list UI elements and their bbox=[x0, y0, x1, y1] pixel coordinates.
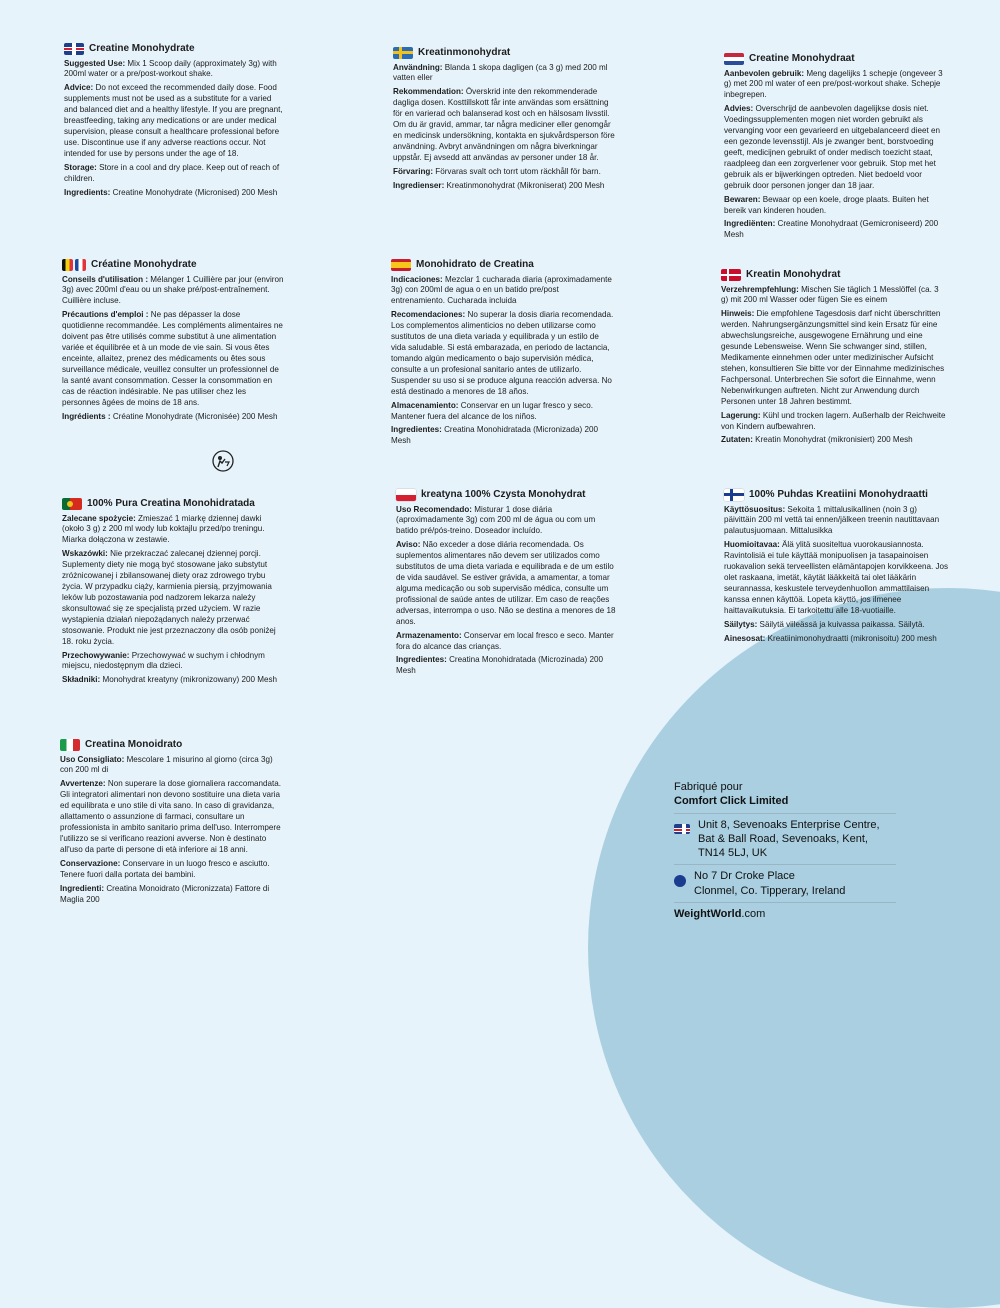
section-french bbox=[62, 258, 284, 425]
company-name: Comfort Click Limited bbox=[674, 795, 789, 808]
it-row-3: Ingredienti: Creatina Monoidrato (Micronizzata) Fattore di Maglia 200 bbox=[60, 883, 270, 904]
uk-flag-icon bbox=[64, 43, 84, 55]
en-row-3: Ingredients: Creatine Monohydrate (Micronised) 200 Mesh bbox=[64, 187, 278, 197]
section-french-title: Créatine Monohydrate bbox=[62, 258, 284, 272]
belgium-flag-icon bbox=[62, 259, 73, 271]
section-polish bbox=[62, 497, 284, 689]
section-swedish-title: Kreatinmonohydrat bbox=[393, 46, 615, 60]
pt-row-3: Ingredientes: Creatina Monohidratada (Microzinada) 200 Mesh bbox=[396, 655, 603, 676]
section-english bbox=[64, 42, 286, 202]
pt-row-2: Armazenamento: Conservar em local fresco e seco. Manter fora do alcance das crianças. bbox=[396, 630, 614, 651]
eu-address-line: Clonmel, Co. Tipperary, Ireland bbox=[694, 884, 846, 897]
es-row-2: Almacenamiento: Conservar en un lugar fresco y seco. Mantener fuera del alcance de los niños. bbox=[391, 400, 593, 421]
fr-row-2: Ingrédients : Créatine Monohydrate (Micronisée) 200 Mesh bbox=[62, 411, 278, 421]
de-row-2: Lagerung: Kühl und trocken lagern. Außerhalb der Reichweite von Kindern aufbewahren. bbox=[721, 410, 946, 431]
fi-row-3: Ainesosat: Kreatiinimonohydraatti (mikronisoitu) 200 mesh bbox=[724, 633, 937, 643]
fr-row-1: Précautions d'emploi : Ne pas dépasser la dose quotidienne recommandée. Les compléments alimentaires ne doivent pas être utilisés comme substitut à une alimentation variée et équilibrée et à un mode de vie sain. Si vous êtes enceinte, allaitez, prenez des médicaments ou êtes sous surveillance médicale, veuillez consulter un professionnel de la santé avant consommation. Cesser la consommation en cas de réaction indésirable. Ne pas utiliser chez les personnes âgées de moins de 18 ans. bbox=[62, 310, 283, 407]
pt-row-1: Aviso: Não exceder a dose diária recomendada. Os suplementos alimentares não devem ser utilizados como substitutos de uma dieta variada e equilibrada e de um estilo de vida saudável. Se estiver grávida, a amamentar, a tomar alguma medicação ou sob supervisão médica, consulte um profissional de saúde antes de utilizar. Em caso de reações adversas, interrompa o uso. Não se destina a menores de 18 anos. bbox=[396, 540, 616, 626]
es-row-3: Ingredientes: Creatina Monohidratada (Micronizada) 200 Mesh bbox=[391, 425, 598, 446]
pl-row-1: Wskazówki: Nie przekraczać zalecanej dziennej porcji. Suplementy diety nie mogą być stosowane jako substytut zróżnicowanej i zbilansowanej diety oraz zdrowego trybu życia. W przypadku ciąży, karmienia piersią, przyjmowania leków lub pozostawania pod nadzorem lekarza należy skonsultować się ze specjalistą przed użyciem. W razie wystąpienia działań niepożądanych należy przerwać stosowanie. Produkt nie jest przeznaczony dla osób poniżej 18. roku życia. bbox=[62, 549, 276, 646]
divider bbox=[674, 813, 896, 814]
denmark-flag-icon bbox=[721, 269, 741, 281]
pl-row-2: Przechowywanie: Przechowywać w suchym i chłodnym miejscu, niedostępnym dla dzieci. bbox=[62, 650, 265, 671]
portugal-flag-icon bbox=[62, 498, 82, 510]
fi-row-0: Käyttösuositus: Sekoita 1 mittalusikallinen (noin 3 g) päivittäin 200 ml vettä tai ennen/jälkeen treenin nautittavaan palautusjuomaan. Mittalusikka bbox=[724, 504, 940, 536]
fr-row-0: Conseils d'utilisation : Mélanger 1 Cuillière par jour (environ 3g) avec 200ml d'eau ou un shake pré/post-entraînement. Cuillière incluse. bbox=[62, 274, 284, 306]
uk-flag-icon bbox=[674, 824, 690, 834]
it-row-2: Conservazione: Conservare in un luogo fresco e asciutto. Tenere fuori dalla portata dei bambini. bbox=[60, 858, 270, 879]
finland-flag-icon bbox=[724, 489, 744, 501]
section-spanish bbox=[391, 258, 615, 450]
de-row-3: Zutaten: Kreatin Monohydrat (mikronisiert) 200 Mesh bbox=[721, 435, 913, 445]
uk-address bbox=[674, 818, 896, 861]
en-row-0: Suggested Use: Mix 1 Scoop daily (approximately 3g) with 200ml water or a pre/post-workout shake. bbox=[64, 58, 277, 79]
de-row-0: Verzehrempfehlung: Mischen Sie täglich 1 Messlöffel (ca. 3 g) mit 200 ml Wasser oder fügen Sie es einem bbox=[721, 284, 939, 305]
nl-row-0: Aanbevolen gebruik: Meng dagelijks 1 schepje (ongeveer 3 g) met 200 ml water of een pre/post-workout shake. Schepje inbegrepen. bbox=[724, 68, 943, 100]
section-swedish bbox=[393, 46, 615, 195]
fi-row-1: Huomioitavaa: Älä ylitä suositeltua vuorokausiannosta. Ravintolisiä ei tule käyttää monipuolisen ja tasapainoisen ruokavalion sekä terveellisten elämäntapojen korvikkeena. Jos olet raskaana, imetät, käytät lääkkeitä tai olet lääkärin seurannassa, keskustele terveydenhuollon ammattilaisen kanssa ennen käyttöä. Lopeta käyttö, jos ilmenee haittavaikutuksia. Ei tarkoitettu alle 18-vuotiaille. bbox=[724, 540, 949, 615]
pl-row-3: Składniki: Monohydrat kreatyny (mikronizowany) 200 Mesh bbox=[62, 675, 278, 685]
section-portuguese bbox=[396, 488, 618, 680]
divider bbox=[674, 864, 896, 865]
netherlands-flag-icon bbox=[724, 53, 744, 65]
section-italian-title: Creatina Monoidrato bbox=[60, 738, 282, 752]
section-english-title: Creatine Monohydrate bbox=[64, 42, 286, 56]
it-row-1: Avvertenze: Non superare la dose giornaliera raccomandata. Gli integratori alimentari non devono sostituire una dieta varia ed equilibrata e uno stile di vita sano. In caso di gravidanza, allattamento o assunzione di farmaci, consultare un professionista in ambito sanitario prima dell'uso. Interrompere l'utilizzo se si verificano reazioni avverse. Non è destinato all'uso da parte di persone di età inferiore ai 18 anni. bbox=[60, 779, 282, 854]
section-italian bbox=[60, 738, 282, 908]
eu-address-line: No 7 Dr Croke Place bbox=[694, 870, 795, 883]
sv-row-2: Förvaring: Förvaras svalt och torrt utom räckhåll för barn. bbox=[393, 166, 601, 176]
section-polish-title: 100% Pura Creatina Monohidratada bbox=[62, 497, 284, 511]
eu-address bbox=[674, 869, 896, 898]
poland-flag-icon bbox=[396, 489, 416, 501]
section-dutch-title: Creatine Monohydraat bbox=[724, 52, 950, 66]
eu-flag-icon bbox=[674, 875, 686, 887]
made-for-label: Fabriqué pour bbox=[674, 781, 743, 793]
sv-row-0: Användning: Blanda 1 skopa dagligen (ca 3 g) med 200 ml vatten eller bbox=[393, 62, 608, 83]
france-flag-icon bbox=[75, 259, 86, 271]
fi-row-2: Säilytys: Säilytä viileässä ja kuivassa paikassa. Säilytä. bbox=[724, 619, 925, 629]
website: WeightWorld.com bbox=[674, 908, 766, 921]
pl-row-0: Zalecane spożycie: Zmieszać 1 miarkę dziennej dawki (około 3 g) z 200 ml wody lub koktajlu przed/po treningu. Miarka dołączona w zestawie. bbox=[62, 513, 265, 545]
background-circle bbox=[588, 588, 1000, 1308]
pt-row-0: Uso Recomendado: Misturar 1 dose diária (aproximadamente 3g) com 200 ml de água ou com um batido pré/pós-treino. Doseador incluído. bbox=[396, 504, 596, 536]
section-german-title: Kreatin Monohydrat bbox=[721, 268, 947, 282]
section-german bbox=[721, 268, 947, 449]
nl-row-3: Ingrediënten: Creatine Monohydraat (Gemicroniseerd) 200 Mesh bbox=[724, 219, 939, 240]
divider bbox=[674, 902, 896, 903]
italy-flag-icon bbox=[60, 739, 80, 751]
recycling-triman-icon bbox=[212, 450, 234, 472]
uk-address-line: Bat & Ball Road, Sevenoaks, Kent, bbox=[698, 832, 868, 845]
section-finnish-title: 100% Puhdas Kreatiini Monohydraatti bbox=[724, 488, 950, 502]
spain-flag-icon bbox=[391, 259, 411, 271]
nl-row-2: Bewaren: Bewaar op een koele, droge plaats. Buiten het bereik van kinderen houden. bbox=[724, 194, 929, 215]
section-dutch bbox=[724, 52, 950, 244]
sv-row-3: Ingredienser: Kreatinmonohydrat (Mikroniserat) 200 Mesh bbox=[393, 180, 605, 190]
it-row-0: Uso Consigliato: Mescolare 1 misurino al giorno (circa 3g) con 200 ml di bbox=[60, 754, 273, 775]
en-row-2: Storage: Store in a cool and dry place. Keep out of reach of children. bbox=[64, 162, 280, 183]
uk-address-line: Unit 8, Sevenoaks Enterprise Centre, bbox=[698, 818, 880, 831]
sv-row-1: Rekommendation: Överskrid inte den rekommenderade dagliga dosen. Kosttillskott får inte användas som ersättning för en varierad och balanserad kost och en hälsosam livsstil. Om du är gravid, ammar, tar några mediciner eller genomgår en medicinsk undersökning, kontakta en sjukvårdsperson före användning. Avbryt användningen om några biverkningar uppstår. Ej avsedd att användas av personer under 18 år. bbox=[393, 87, 615, 162]
section-spanish-title: Monohidrato de Creatina bbox=[391, 258, 615, 272]
de-row-1: Hinweis: Die empfohlene Tagesdosis darf nicht überschritten werden. Nahrungsergänzungsmittel sind kein Ersatz für eine abwechslungsreiche, ausgewogene Ernährung und eine gesunde Lebensweise. Wenn Sie schwanger sind, stillen, Medikamente einnehmen oder unter medizinischer Aufsicht stehen, konsultieren Sie bitte vor der Einnahme medizinisches Fachpersonal. Unterbrechen Sie sofort die Einnahme, wenn Nebenwirkungen auftreten. Nicht zur Anwendung durch Personen unter 18 Jahren bestimmt. bbox=[721, 309, 945, 406]
manufacturer-info bbox=[674, 780, 896, 921]
en-row-1: Advice: Do not exceed the recommended daily dose. Food supplements must not be used as a substitute for a varied and balanced diet and a healthy lifestyle. If you are pregnant, breastfeeding, taking any medications or are under medical supervision, please consult a healthcare professional before use. Discontinue use if any adverse reactions occur. Not intended for use by persons under the age of 18. bbox=[64, 83, 283, 158]
uk-address-line: TN14 5LJ, UK bbox=[698, 847, 768, 860]
section-finnish bbox=[724, 488, 950, 648]
es-row-0: Indicaciones: Mezclar 1 cucharada diaria (aproximadamente 3g) con 200ml de agua o en un batido pre/post entrenamiento. Cucharada incluida bbox=[391, 274, 612, 306]
nl-row-1: Advies: Overschrijd de aanbevolen dagelijkse dosis niet. Voedingssupplementen mogen niet worden gebruikt als vervanging voor een gevarieerd en uitgebalanceerd dieet en een gezonde levensstijl. Als je zwanger bent, borstvoeding geeft, medicijnen gebruikt of onder medisch toezicht staat, raadpleeg dan een zorgverlener voor gebruik. Stop met het gebruik als er bijwerkingen optreden. Niet bedoeld voor gebruik door personen jonger dan 18 jaar. bbox=[724, 104, 940, 190]
sweden-flag-icon bbox=[393, 47, 413, 59]
es-row-1: Recomendaciones: No superar la dosis diaria recomendada. Los complementos alimenticios no deben utilizarse como sustitutos de una dieta variada y equilibrada y un estilo de vida saludable. Si está embarazada, en periodo de lactancia, tomando algún medicamento o bajo supervisión médica, consulte a un profesional sanitario antes de utilizarlo. Suspender su uso si se produce alguna reacción adversa. No está destinado a menores de 18 años. bbox=[391, 310, 614, 396]
section-portuguese-title: kreatyna 100% Czysta Monohydrat bbox=[396, 488, 618, 502]
